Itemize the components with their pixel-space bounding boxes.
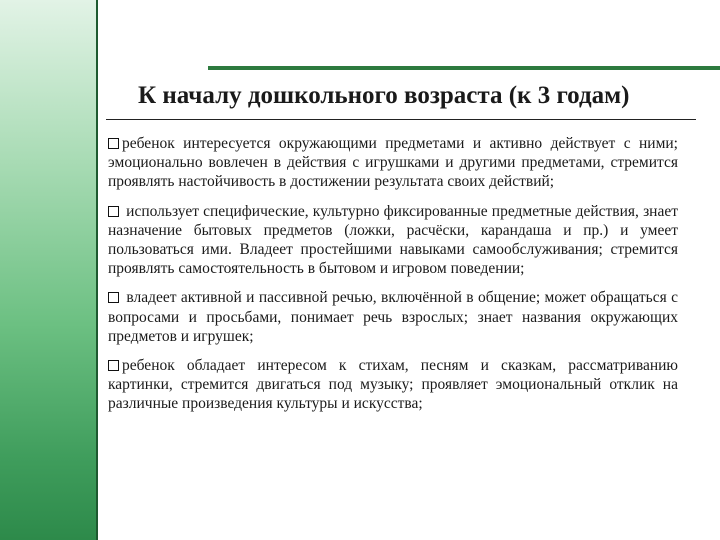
checkbox-bullet-icon	[108, 360, 119, 371]
title-underline	[106, 119, 696, 120]
checkbox-bullet-icon	[108, 138, 119, 149]
checkbox-bullet-icon	[108, 292, 119, 303]
slide-title: К началу дошкольного возраста (к 3 годам)	[138, 82, 630, 109]
list-item	[108, 202, 678, 279]
decorative-side-band	[0, 0, 98, 540]
list-item	[108, 134, 678, 192]
list-item-text: ребенок обладает интересом к стихам, песням и сказкам, рассматриванию картинки, стремится двигаться под музыку; проявляет эмоциональный отклик на различные произведения культуры и искусства;	[108, 357, 678, 413]
title-accent-line	[208, 66, 720, 70]
list-item-text: ребенок интересуется окружающими предметами и активно действует с ними; эмоционально вовлечен в действия с игрушками и другими предметами, стремится проявлять настойчивость в достижении результата своих действий;	[108, 135, 678, 191]
list-item	[108, 356, 678, 414]
checkbox-bullet-icon	[108, 206, 119, 217]
list-item-text: владеет активной и пассивной речью, включённой в общение; может обращаться с вопросами и просьбами, понимает речь взрослых; знает названия окружающих предметов и игрушек;	[108, 289, 679, 345]
list-item-text: использует специфические, культурно фиксированные предметные действия, знает назначение бытовых предметов (ложки, расчёски, карандаша и пр.) и умеет пользоваться ими. Владеет простейшими навыками самообслуживания; стремится проявлять самостоятельность в бытовом и игровом поведении;	[108, 202, 679, 278]
list-item	[108, 288, 678, 346]
bullet-list	[108, 134, 678, 424]
